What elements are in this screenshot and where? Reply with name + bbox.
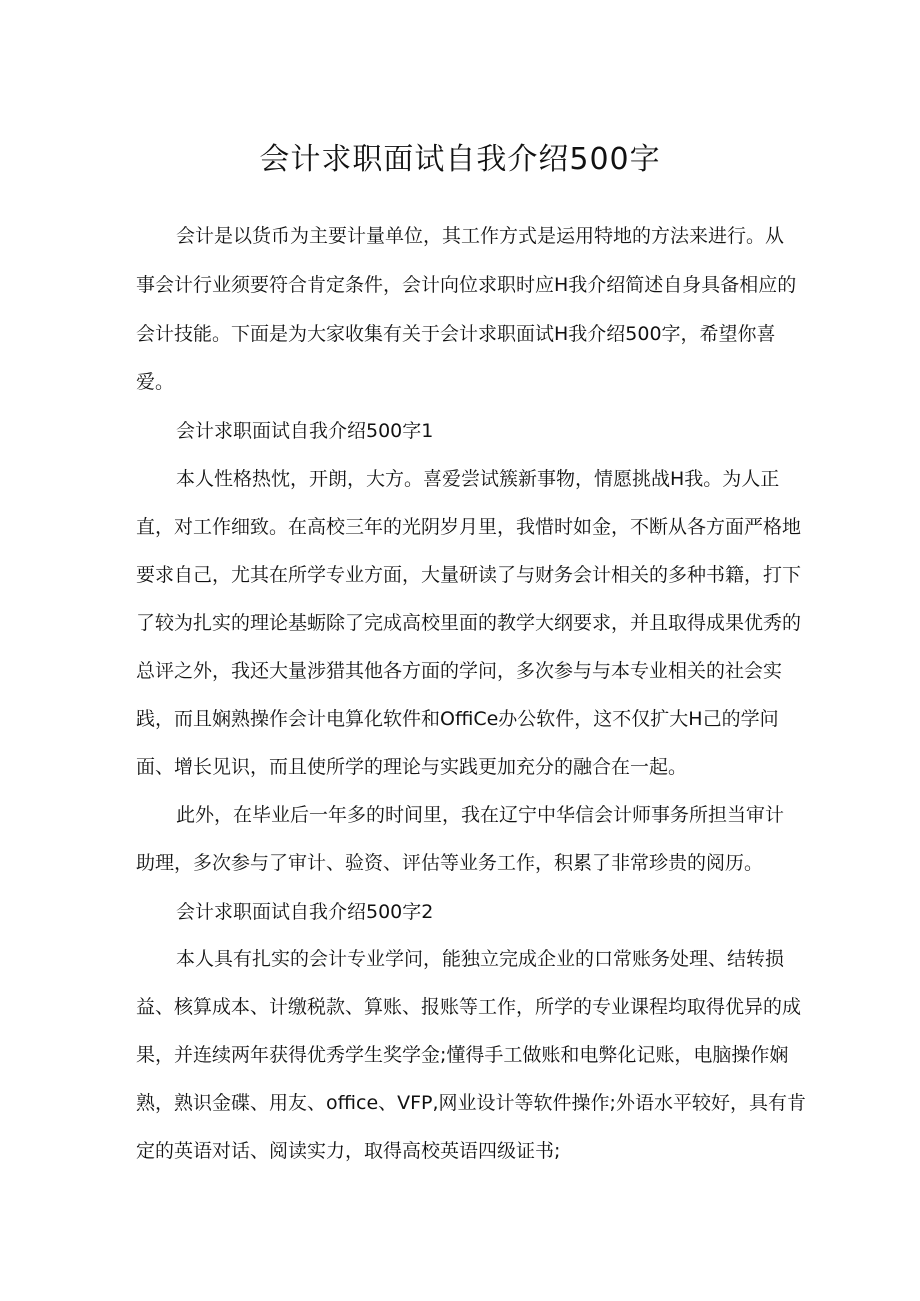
paragraph-line: 践，而且娴熟操作会计电算化软件和OffiCe办公软件，这不仅扩大H己的学问 [136,708,779,730]
paragraph-line: 此外，在毕业后一年多的时间里，我在辽宁中华信会计师事务所担当审计 [176,804,785,826]
paragraph-line: 本人性格热忱，开朗，大方。喜爱尝试簇新事物，情愿挑战H我。为人正 [176,468,780,490]
paragraph-line: 会计技能。下面是为大家收集有关于会计求职面试H我介绍500字，希望你喜 [136,323,776,345]
section-heading: 会计求职面试自我介绍500字1 [176,420,434,442]
paragraph-line: 助理，多次参与了审计、验资、评估等业务工作，积累了非常珍贵的阅历。 [136,852,764,874]
paragraph-line: 面、增长见识，而且使所学的理论与实践更加充分的融合在一起。 [136,756,688,778]
paragraph-line: 爱。 [136,371,175,393]
paragraph-line: 直，对工作细致。在高校三年的光阴岁月里，我惜时如金，不断从各方面严格地 [136,516,802,538]
paragraph-line: 事会计行业须要符合肯定条件，会计向位求职时应H我介绍简述自身具备相应的 [136,274,797,296]
paragraph-line: 了较为扎实的理论基蛎除了完成高校里面的教学大纲要求，并且取得成果优秀的 [136,612,802,634]
paragraph-line: 要求自己，尤其在所学专业方面，大量研读了与财务会计相关的多种书籍，打下 [136,564,802,586]
paragraph-line: 熟，熟识金碟、用友、office、VFP,网业设计等软件操作;外语水平较好，具有肯 [136,1092,806,1114]
paragraph-line: 果，并连续两年获得优秀学生奖学金;懂得手工做账和电弊化记账，电脑操作娴 [136,1044,789,1066]
paragraph-line: 定的英语对话、阅读实力，取得高校英语四级证书; [136,1140,561,1162]
document-title: 会计求职面试自我介绍500字 [259,142,661,177]
paragraph-line: 本人具有扎实的会计专业学问，能独立完成企业的口常账务处理、结转损 [176,948,785,970]
paragraph-line: 会计是以货币为主要计量单位，其工作方式是运用特地的方法来进行。从 [176,225,785,247]
paragraph-line: 益、核算成本、计缴税款、算账、报账等工作，所学的专业课程均取得优异的成 [136,996,802,1018]
section-heading: 会计求职面试自我介绍500字2 [176,901,434,923]
paragraph-line: 总评之外，我还大量涉猎其他各方面的学问，多次参与与本专业相关的社会实 [136,660,783,682]
